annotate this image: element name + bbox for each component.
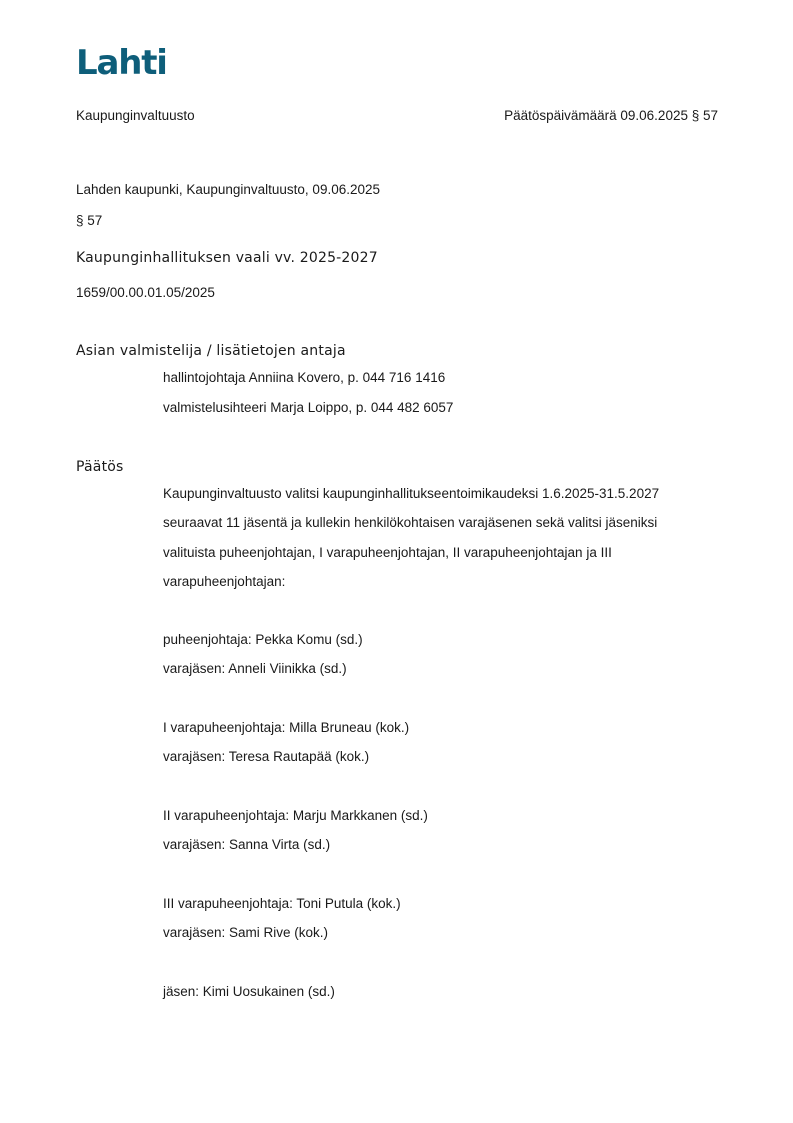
- preparer-line: valmistelusihteeri Marja Loippo, p. 044 482 6057: [163, 400, 454, 415]
- decision-intro-line: seuraavat 11 jäsentä ja kullekin henkilökohtaisen varajäsenen sekä valitsi jäseniksi: [163, 515, 658, 530]
- decision-intro-line: valituista puheenjohtajan, I varapuheenjohtajan, II varapuheenjohtajan ja III: [163, 545, 612, 560]
- section-number: § 57: [76, 213, 103, 228]
- member-role: II varapuheenjohtaja: Marju Markkanen (sd.): [163, 808, 428, 823]
- member-role: I varapuheenjohtaja: Milla Bruneau (kok.): [163, 720, 410, 735]
- header-decision-date: Päätöspäivämäärä 09.06.2025 § 57: [504, 108, 718, 123]
- org-line: Lahden kaupunki, Kaupunginvaltuusto, 09.06.2025: [76, 182, 381, 197]
- header-body-name: Kaupunginvaltuusto: [76, 108, 195, 123]
- member-deputy: varajäsen: Anneli Viinikka (sd.): [163, 661, 347, 676]
- member-deputy: varajäsen: Sami Rive (kok.): [163, 925, 329, 940]
- decision-intro-line: Kaupunginvaltuusto valitsi kaupunginhallitukseentoimikaudeksi 1.6.2025-31.5.2027: [163, 486, 660, 501]
- preparers-heading: Asian valmistelija / lisätietojen antaja: [76, 343, 346, 359]
- member-role: puheenjohtaja: Pekka Komu (sd.): [163, 632, 363, 647]
- lahti-logo: Lahti: [76, 43, 167, 83]
- document-title: Kaupunginhallituksen vaali vv. 2025-2027: [76, 250, 378, 266]
- preparer-line: hallintojohtaja Anniina Kovero, p. 044 716 1416: [163, 370, 446, 385]
- member-role: III varapuheenjohtaja: Toni Putula (kok.): [163, 896, 401, 911]
- decision-intro-line: varapuheenjohtajan:: [163, 574, 286, 589]
- member-deputy: varajäsen: Teresa Rautapää (kok.): [163, 749, 370, 764]
- member-role: jäsen: Kimi Uosukainen (sd.): [163, 984, 335, 999]
- decision-heading: Päätös: [76, 459, 124, 475]
- diary-number: 1659/00.00.01.05/2025: [76, 285, 215, 300]
- member-deputy: varajäsen: Sanna Virta (sd.): [163, 837, 331, 852]
